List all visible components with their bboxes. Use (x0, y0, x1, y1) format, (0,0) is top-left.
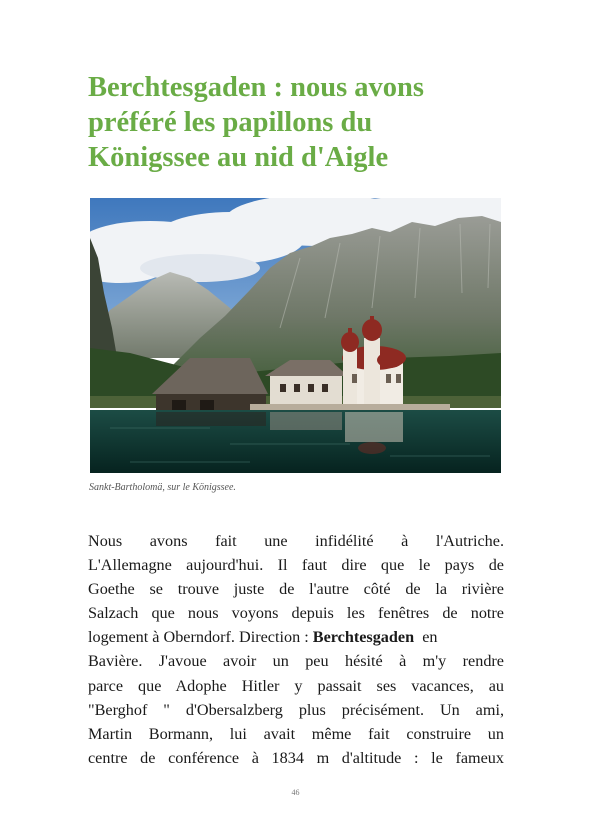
body-line (88, 625, 504, 649)
body-line-text: en (414, 628, 438, 647)
body-line: Salzach que nous voyons depuis les fenêtres de notre (88, 604, 504, 623)
title-line: Königssee au nid d'Aigle (88, 142, 389, 173)
title-line: préféré les papillons du (88, 107, 373, 138)
body-line: Goethe se trouve juste de l'autre côté de la rivière (88, 580, 504, 599)
body-line-text: logement à Oberndorf. Direction : (88, 628, 313, 647)
article-title (88, 70, 508, 175)
photo-caption: Sankt-Bartholomä, sur le Königssee. (89, 482, 236, 493)
lake-chapel-photo (90, 198, 501, 473)
page-number: 46 (291, 788, 300, 797)
quay (250, 404, 450, 410)
body-line: L'Allemagne aujourd'hui. Il faut dire que le pays de (88, 556, 504, 575)
body-line: "Berghof " d'Obersalzberg plus précisément. Un ami, (88, 700, 504, 719)
place-name-bold: Berchtesgaden (312, 628, 415, 647)
body-line: Bavière. J'avoue avoir un peu hésité à m'y rendre (88, 652, 504, 671)
body-line: Nous avons fait une infidélité à l'Autriche. (88, 532, 504, 550)
body-line: Martin Bormann, lui avait même fait construire un (88, 724, 504, 743)
title-line: Berchtesgaden : nous avons (88, 72, 424, 103)
body-paragraph (88, 529, 504, 770)
body-line: centre de conférence à 1834 m d'altitude : le fameux (88, 748, 504, 767)
body-line: parce que Adophe Hitler y passait ses vacances, au (88, 676, 504, 695)
